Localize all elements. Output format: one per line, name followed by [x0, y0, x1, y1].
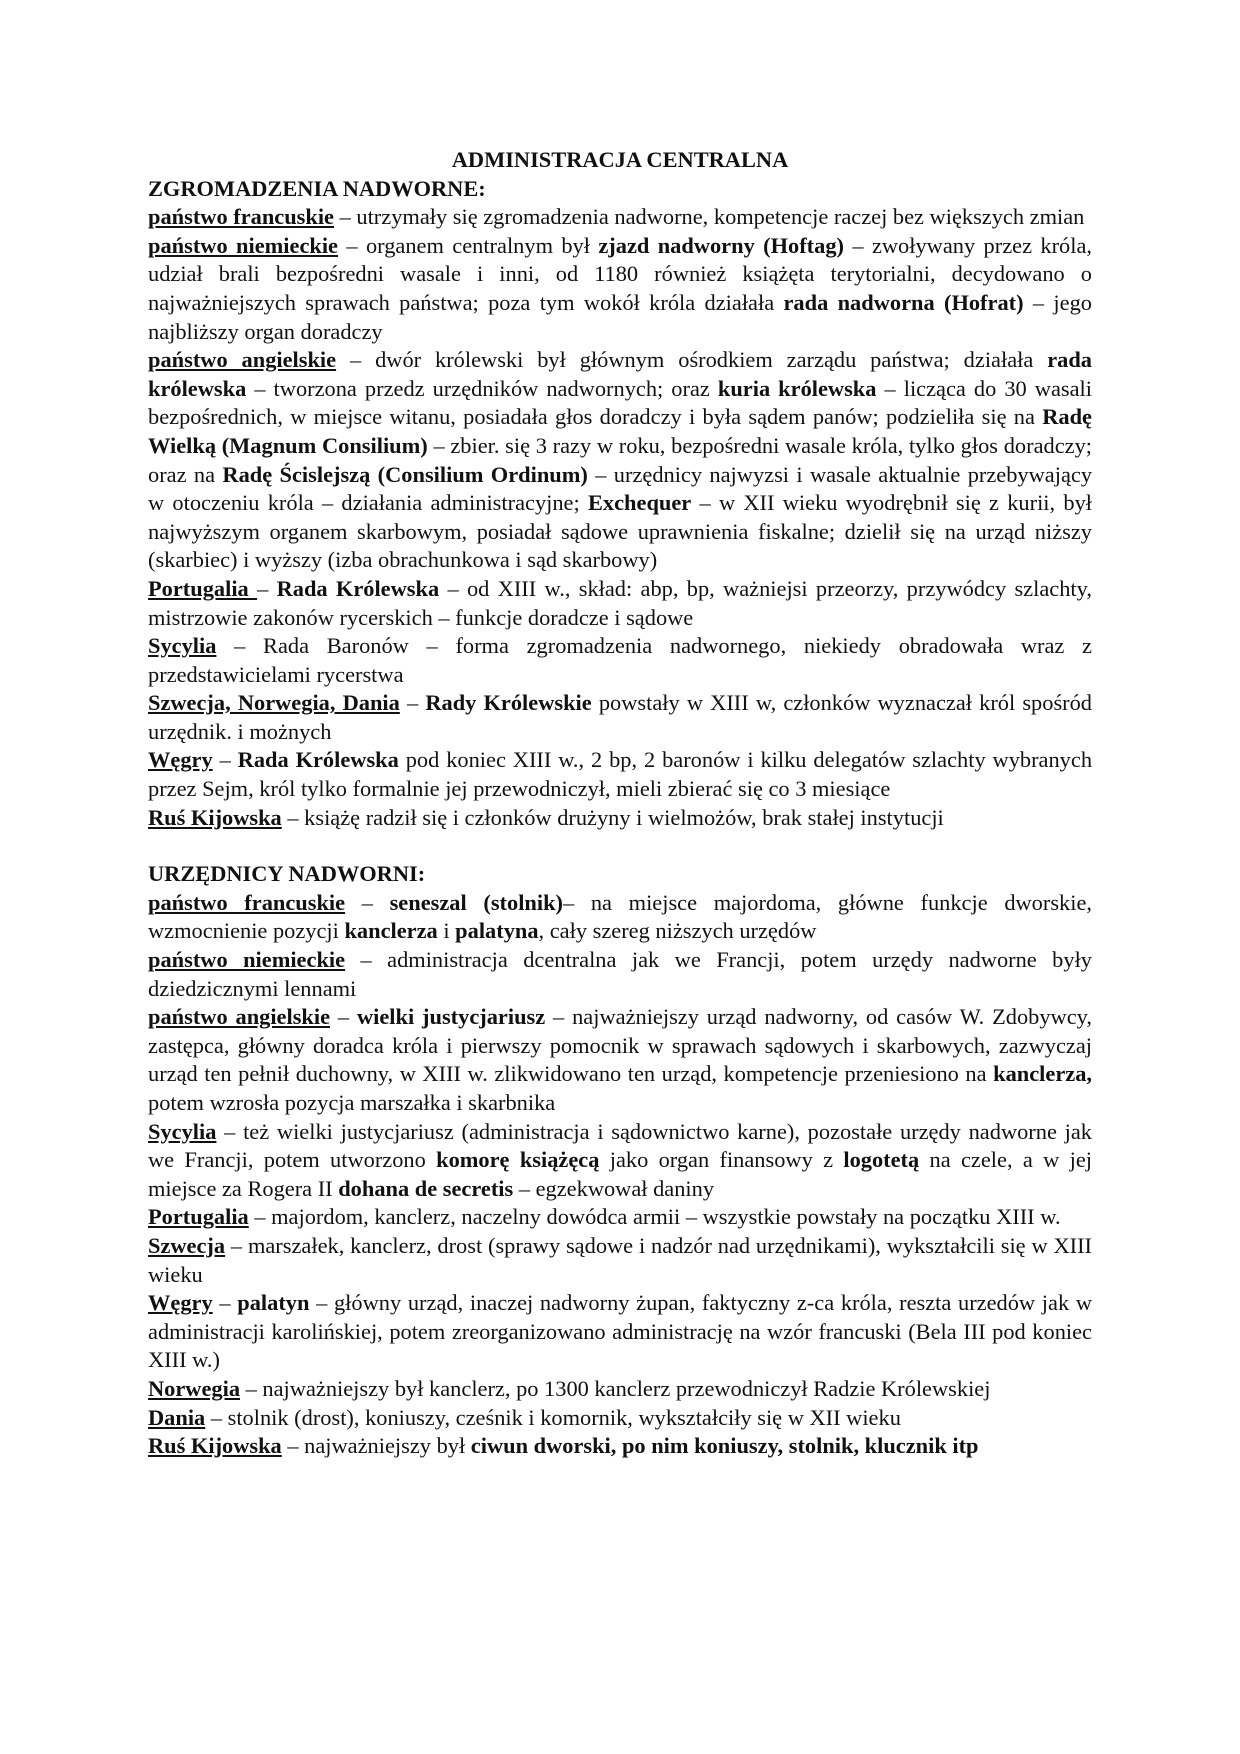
entry-text: – zwoływany przez króla, udział brali bezpośredni wasale i inni, od 1180 również książęta terytorialni, decydowano o najważniejszych sprawach państwa; poza tym wokół króla działała	[148, 232, 1092, 315]
entry-text: – majordom, kanclerz, naczelny dowódca armii – wszystkie powstały na początku XIII w.	[248, 1204, 1061, 1230]
entry-term: wielki justycjariusz	[356, 1004, 546, 1030]
entry-text: na czele, a w jej miejsce za Rogera II	[148, 1147, 1092, 1201]
entry	[148, 946, 1092, 1003]
entry-text: – tworzona przedz urzędników nadwornych; oraz	[246, 375, 718, 401]
entry-country: Węgry	[148, 1290, 213, 1316]
entry-text: –	[330, 1004, 357, 1030]
entry-text: – najważniejszy był kanclerz, po 1300 kanclerz przewodniczył Radzie Królewskiej	[240, 1375, 991, 1401]
section-heading: URZĘDNICY NADWORNI:	[148, 861, 426, 887]
entry-term: kuria królewska	[717, 375, 877, 401]
entry-country: Ruś Kijowska	[148, 804, 282, 830]
entry-country: państwo niemieckie	[148, 232, 338, 258]
entry	[148, 746, 1092, 803]
entry-term: kanclerza	[344, 918, 438, 944]
entry-term: palatyn	[237, 1290, 310, 1316]
entry-term: ciwun dworski,	[470, 1433, 617, 1459]
entry-text: – marszałek, kanclerz, drost (sprawy sądowe i nadzór nad urzędnikami), wykształcili się w XIII wieku	[148, 1232, 1092, 1287]
entry-text: jako organ finansowy z	[599, 1147, 844, 1173]
entry-term: po nim koniuszy, stolnik, klucznik itp	[621, 1433, 979, 1459]
entry-text: –	[212, 1290, 238, 1316]
entry-text: –	[345, 889, 390, 915]
entry-text: – książę radził się i członków drużyny i wielmożów, brak stałej instytucji	[281, 804, 944, 830]
section-1	[148, 175, 1092, 833]
entry	[148, 889, 1092, 946]
entry-text: – najważniejszy był	[281, 1433, 471, 1459]
entry-text: – na miejsce majordoma, główne funkcje dworskie, wzmocnienie pozycji	[148, 889, 1092, 944]
entry-text: – utrzymały się zgromadzenia nadworne, kompetencje raczej bez większych zmian	[334, 204, 1085, 230]
entry	[148, 1375, 1092, 1404]
entry-text: i	[437, 918, 456, 944]
entry-country: Szwecja, Norwegia, Dania	[148, 690, 400, 716]
entry-term: komorę książęcą	[436, 1147, 600, 1173]
entry-text: powstały w XIII w, członków wyznaczał król spośród urzędnik. i możnych	[148, 690, 1093, 744]
entry-term: Rady Królewskie	[425, 690, 592, 716]
entry-term: Radę Wielką (Magnum Consilium)	[148, 404, 1092, 458]
entry-text: –	[212, 747, 238, 773]
entry-text: – też wielki justycjariusz (administracja i sądownictwo karne), pozostałe urzędy nadworne jak we Francji, potem utworzono	[148, 1118, 1092, 1173]
entry	[148, 689, 1092, 746]
entry-text: – główny urząd, inaczej nadworny żupan, faktyczny z-ca króla, reszta urzedów jak w administracji karolińskiej, potem zreorganizowano administrację na wzór francuski (Bela III pod koniec XIII w.)	[148, 1290, 1092, 1373]
entry	[148, 1203, 1092, 1232]
entry	[148, 232, 1092, 346]
section-heading: ZGROMADZENIA NADWORNE:	[148, 175, 486, 201]
entry-country: Portugalia	[148, 575, 258, 601]
entry-country: państwo angielskie	[148, 347, 337, 373]
entry-term: rada nadworna (Hofrat)	[783, 289, 1024, 315]
entry-term: dohana de secretis	[338, 1175, 514, 1201]
document-body	[148, 175, 1092, 1461]
entry-term: rada królewska	[148, 347, 1092, 401]
entry	[148, 1432, 1092, 1461]
entry-text: –	[399, 690, 426, 716]
entry-text: potem wzrosła pozycja marszałka i skarbnika	[148, 1090, 556, 1115]
entry-term: Radę Ścislejszą (Consilium Ordinum)	[222, 461, 588, 487]
entry-term: kanclerza,	[993, 1061, 1092, 1087]
entry	[148, 1404, 1092, 1433]
entry-text: pod koniec XIII w., 2 bp, 2 baronów i kilku delegatów szlachty wybranych przez Sejm, król tylko formalnie jej przewodniczył, mieli zbierać się co 3 miesiące	[148, 747, 1093, 802]
entry-country: państwo niemieckie	[148, 947, 346, 973]
entry-country: Szwecja	[148, 1232, 226, 1258]
entry-text: – w XII wieku wyodrębnił się z kurii, był najwyższym organem skarbowym, posiadał sądowe uprawnienia fiskalne; dzielił się na urząd niższy (skarbiec) i wyższy (izba obrachunkowa i sąd skarbowy)	[148, 490, 1092, 573]
entry	[148, 1003, 1092, 1117]
entry-country: państwo francuskie	[148, 204, 334, 230]
entry-text: – od XIII w., skład: abp, bp, ważniejsi przeorzy, przywódcy szlachty, mistrzowie zakonów rycerskich – funkcje doradcze i sądowe	[148, 575, 1092, 630]
entry-country: państwo francuskie	[148, 889, 346, 915]
entry-country: Sycylia	[148, 1118, 217, 1144]
entry-text: – jego najbliższy organ doradczy	[148, 289, 1092, 344]
entry-text: – najważniejszy urząd nadworny, od casów W. Zdobywcy, zastępca, główny doradca króla i pierwszy pomocnik w sprawach sądowych i skarbowych, zazwyczaj urząd ten pełnił duchowny, w XIII w. zlikwidowano ten urząd, kompetencje przeniesiono na	[148, 1004, 1093, 1087]
entry-text: – dwór królewski był głównym ośrodkiem zarządu państwa; działała	[336, 347, 1048, 373]
entry	[148, 346, 1092, 575]
document-title: ADMINISTRACJA CENTRALNA	[451, 147, 789, 172]
entry-country: Węgry	[148, 747, 213, 773]
entry	[148, 575, 1092, 632]
entry	[148, 1289, 1092, 1375]
entry	[148, 1118, 1092, 1204]
entry	[148, 1232, 1092, 1289]
entry-text: , cały szereg niższych urzędów	[538, 918, 817, 944]
entry-text: – organem centralnym był	[338, 232, 599, 258]
section-2	[148, 860, 1092, 1460]
entry-country: państwo angielskie	[148, 1004, 331, 1030]
entry-text: – Rada Baronów – forma zgromadzenia nadwornego, niekiedy obradowała wraz z przedstawicielami rycerstwa	[148, 633, 1092, 687]
entry-text: – urzędnicy najwyzsi i wasale aktualnie przebywający w otoczeniu króla – działania administracyjne;	[148, 461, 1093, 516]
entry-text: – licząca do 30 wasali bezpośrednich, w miejsce witanu, posiadała głos doradczy i była sądem panów; podzieliła się na	[148, 375, 1092, 430]
entry-text: – administracja dcentralna jak we Francji, potem urzędy nadworne były dziedzicznymi lennami	[148, 947, 1092, 1001]
entry-text: – stolnik (drost), koniuszy, cześnik i komornik, wykształciły się w XII wieku	[205, 1404, 901, 1430]
entry	[148, 804, 1092, 833]
entry-term: zjazd nadworny (Hoftag)	[598, 232, 844, 258]
entry-country: Ruś Kijowska	[148, 1433, 282, 1459]
entry-country: Sycylia	[148, 633, 217, 659]
entry-country: Norwegia	[148, 1375, 241, 1401]
entry-text: –	[257, 575, 277, 601]
entry-country: Dania	[148, 1404, 206, 1430]
document-page	[148, 146, 1092, 1461]
entry	[148, 203, 1092, 232]
entry-country: Portugalia	[148, 1204, 249, 1230]
entry-term: Rada Królewska	[276, 575, 440, 601]
entry-term: seneszal (stolnik)	[389, 889, 563, 915]
entry-term: logotetą	[843, 1147, 920, 1173]
entry-term: Exchequer	[587, 490, 692, 516]
entry	[148, 632, 1092, 689]
entry-term: palatyna	[455, 918, 539, 944]
entry-term: Rada Królewska	[237, 747, 399, 773]
entry-text: – zbier. się 3 razy w roku, bezpośredni wasale króla, tylko głos doradczy; oraz na	[148, 432, 1092, 487]
entry-text: – egzekwował daniny	[513, 1175, 715, 1201]
